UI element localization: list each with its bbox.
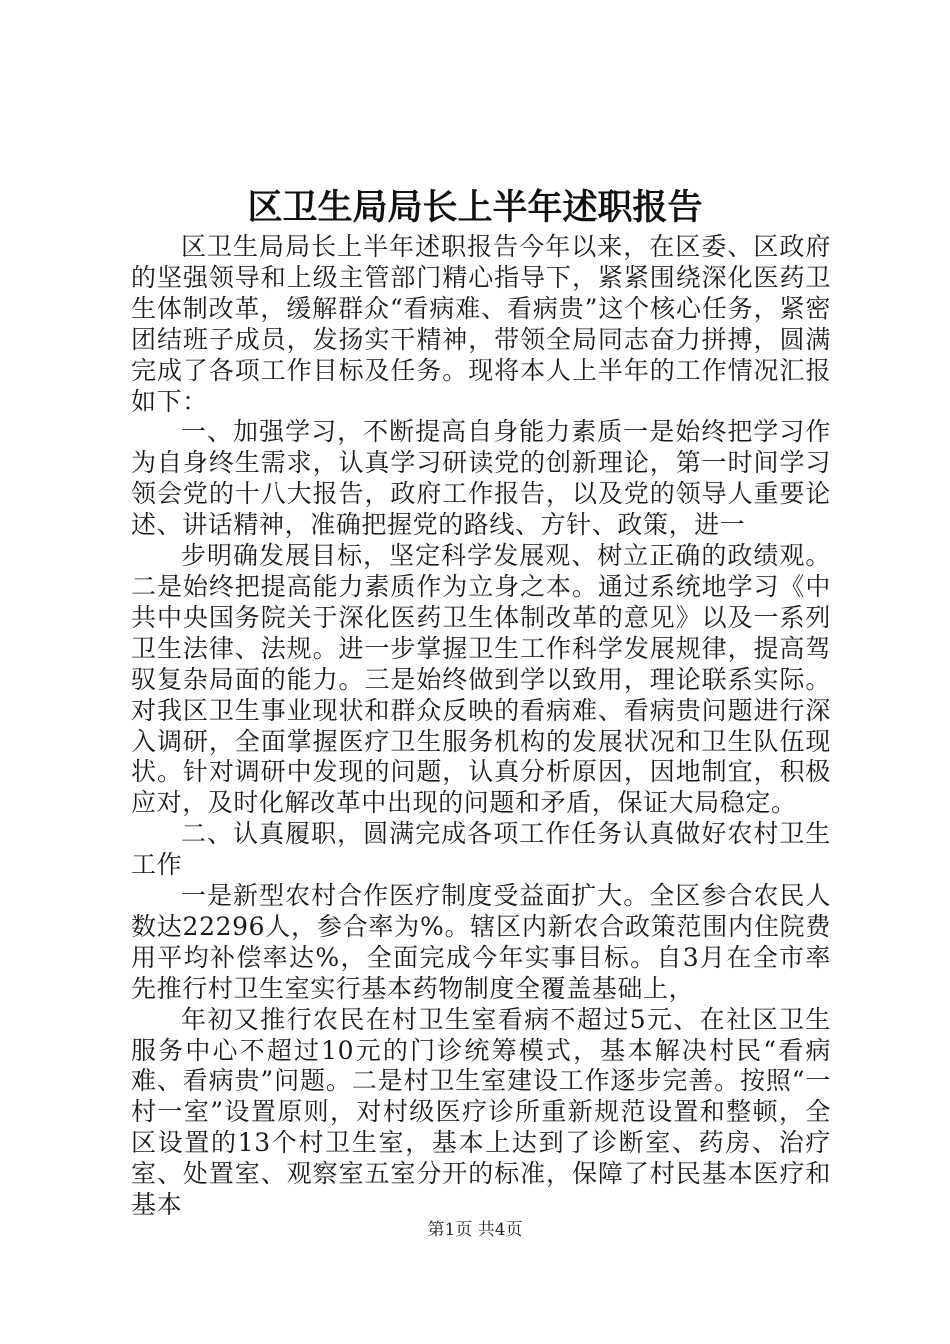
paragraph: 二、认真履职，圆满完成各项工作任务认真做好农村卫生工作: [131, 819, 831, 880]
paragraph: 一是新型农村合作医疗制度受益面扩大。全区参合农民人数达22296人，参合率为%。辖区内新农合政策范围内住院费用平均补偿率达%，全面完成今年实事目标。自3月在全市率先推行村卫生室实行基本药物制度全覆盖基础上，: [131, 881, 831, 1003]
document-title: 区卫生局局长上半年述职报告: [247, 187, 703, 228]
document-body: [131, 232, 831, 1221]
paragraph: 区卫生局局长上半年述职报告今年以来，在区委、区政府的坚强领导和上级主管部门精心指导下，紧紧围绕深化医药卫生体制改革，缓解群众“看病难、看病贵”这个核心任务，紧密团结班子成员，发扬实干精神，带领全局同志奋力拼搏，圆满完成了各项工作目标及任务。现将本人上半年的工作情况汇报如下：: [131, 232, 831, 416]
paragraph: 年初又推行农民在村卫生室看病不超过5元、在社区卫生服务中心不超过10元的门诊统筹模式，基本解决村民“看病难、看病贵”问题。二是村卫生室建设工作逐步完善。按照“一村一室”设置原则，对村级医疗诊所重新规范设置和整顿，全区设置的13个村卫生室，基本上达到了诊断室、药房、治疗室、处置室、观察室五室分开的标准，保障了村民基本医疗和基本: [131, 1004, 831, 1220]
paragraph: 一、加强学习，不断提高自身能力素质一是始终把学习作为自身终生需求，认真学习研读党的创新理论，第一时间学习领会党的十八大报告，政府工作报告，以及党的领导人重要论述、讲话精神，准确把握党的路线、方针、政策，进一: [131, 417, 831, 540]
paragraph: 步明确发展目标，坚定科学发展观、树立正确的政绩观。二是始终把提高能力素质作为立身之本。通过系统地学习《中共中央国务院关于深化医药卫生体制改革的意见》以及一系列卫生法律、法规。进一步掌握卫生工作科学发展规律，提高驾驭复杂局面的能力。三是始终做到学以致用，理论联系实际。对我区卫生事业现状和群众反映的看病难、看病贵问题进行深入调研，全面掌握医疗卫生服务机构的发展状况和卫生队伍现状。针对调研中发现的问题，认真分析原因，因地制宜，积极应对，及时化解改革中出现的问题和矛盾，保证大局稳定。: [131, 541, 831, 818]
page-footer: 第1页 共4页: [427, 1220, 523, 1240]
